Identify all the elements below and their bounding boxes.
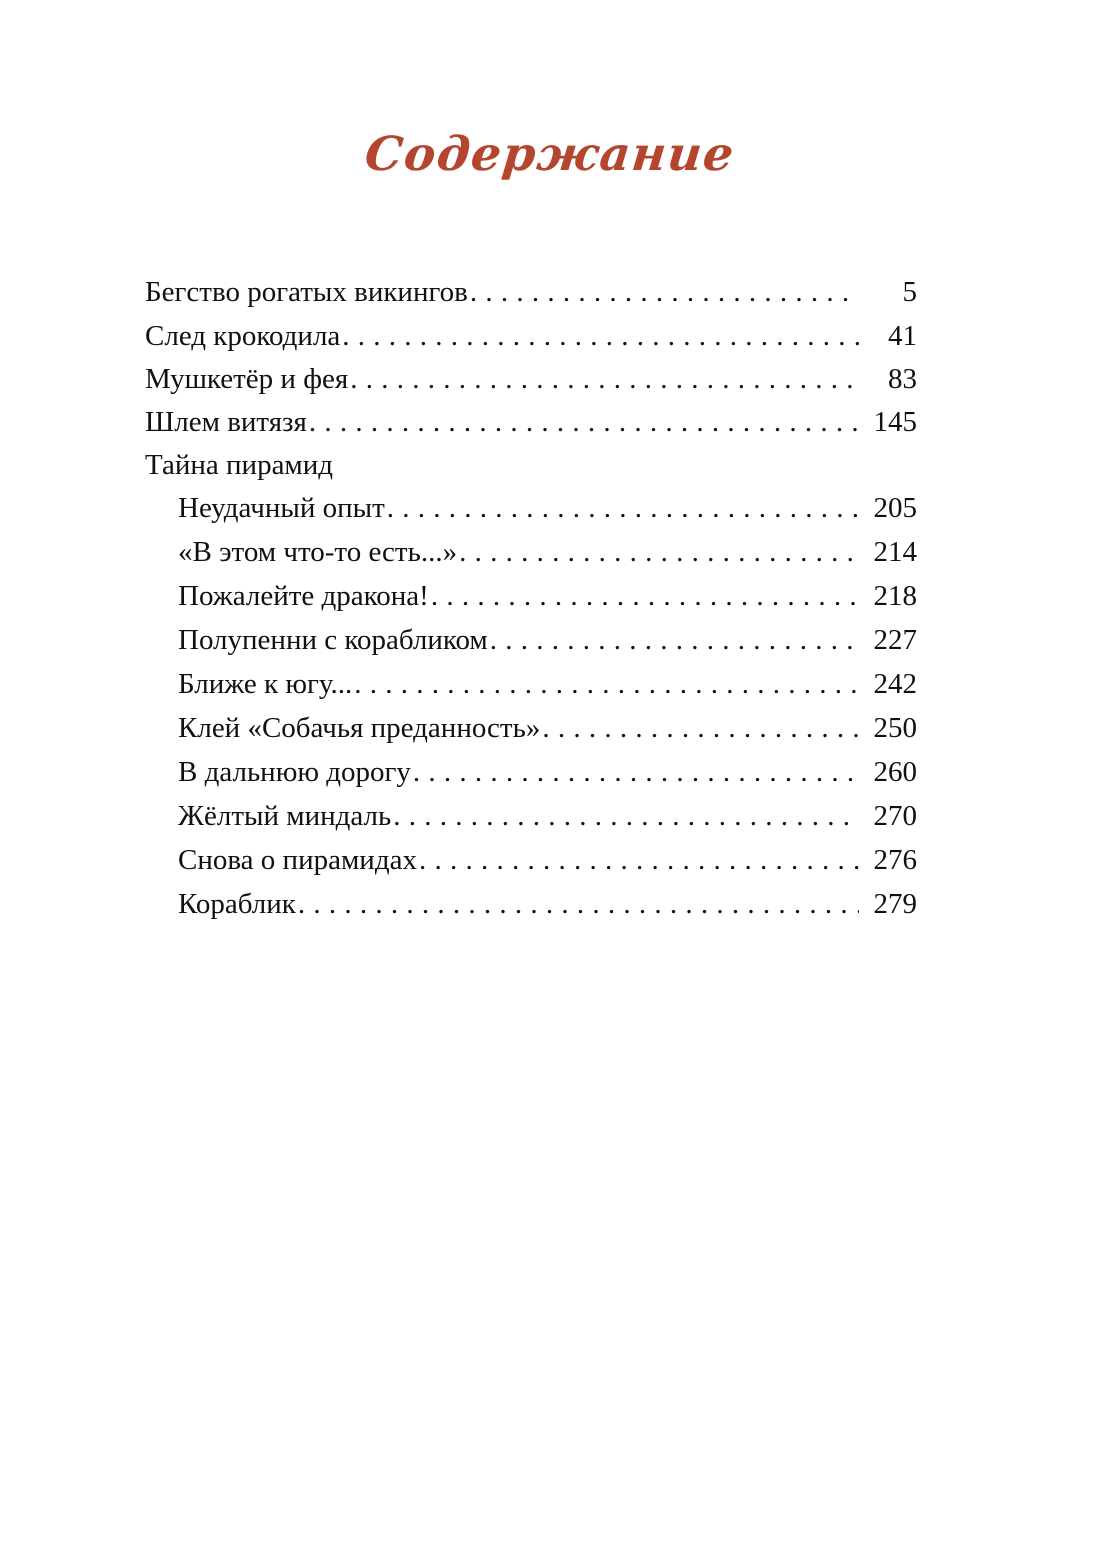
toc-entry-label: В дальнюю дорогу xyxy=(178,756,411,788)
toc-leader-dots xyxy=(490,626,859,655)
toc-entry-page-number: 218 xyxy=(873,580,917,612)
toc-entry[interactable] xyxy=(145,582,917,626)
toc-entry-page-number: 276 xyxy=(873,844,917,876)
toc-entry-label: Снова о пирамидах xyxy=(178,844,417,876)
toc-entry-page-number: 83 xyxy=(888,363,917,395)
toc-entry[interactable] xyxy=(145,451,917,494)
toc-entry-label: Клей «Собачья преданность» xyxy=(178,712,541,744)
toc-leader-dots xyxy=(298,890,859,919)
toc-entry-page-number: 250 xyxy=(873,712,917,744)
toc-entry-page-number: 145 xyxy=(873,406,917,438)
toc-entry-label: Пожалейте дракона! xyxy=(178,580,429,612)
toc-leader-dots xyxy=(354,670,859,699)
toc-entry[interactable] xyxy=(145,408,917,451)
toc-leader-dots xyxy=(309,408,859,437)
toc-entry[interactable] xyxy=(145,802,917,846)
toc-entry-page-number: 5 xyxy=(902,276,917,308)
toc-entry[interactable] xyxy=(145,758,917,802)
toc-leader-dots xyxy=(387,494,859,523)
toc-leader-dots xyxy=(470,278,859,307)
toc-entry-label: Неудачный опыт xyxy=(178,492,385,524)
toc-entry-page-number: 270 xyxy=(873,800,917,832)
toc-entry[interactable] xyxy=(145,714,917,758)
toc-entry[interactable] xyxy=(145,626,917,670)
toc-entry-page-number: 242 xyxy=(873,668,917,700)
toc-entry[interactable] xyxy=(145,494,917,538)
toc-entry-page-number: 227 xyxy=(873,624,917,656)
toc-entry[interactable] xyxy=(145,890,917,934)
toc-entry[interactable] xyxy=(145,670,917,714)
toc-entry-page-number: 214 xyxy=(873,536,917,568)
toc-entry[interactable] xyxy=(145,365,917,408)
toc-entry-label: «В этом что-то есть...» xyxy=(178,536,458,568)
toc-entry-label: Тайна пирамид xyxy=(145,449,334,481)
toc-entry-page-number: 260 xyxy=(873,756,917,788)
toc-entry[interactable] xyxy=(145,538,917,582)
toc-entry-page-number: 41 xyxy=(888,320,917,352)
table-of-contents-list xyxy=(145,278,917,934)
toc-leader-dots xyxy=(542,714,859,743)
toc-entry-page-number: 205 xyxy=(873,492,917,524)
toc-entry-label: Полупенни с корабликом xyxy=(178,624,488,656)
toc-entry-label: Шлем витязя xyxy=(145,406,307,438)
toc-entry-page-number: 279 xyxy=(873,888,917,920)
toc-leader-dots xyxy=(393,802,859,831)
toc-leader-dots xyxy=(431,582,859,611)
toc-leader-dots xyxy=(342,322,859,351)
toc-leader-dots xyxy=(419,846,859,875)
page-title: Содержание xyxy=(362,127,738,182)
toc-entry[interactable] xyxy=(145,322,917,365)
toc-entry-label: Мушкетёр и фея xyxy=(145,363,349,395)
toc-entry-label: Ближе к югу... xyxy=(178,668,353,700)
toc-entry[interactable] xyxy=(145,278,917,322)
toc-entry-label: Бегство рогатых викингов xyxy=(145,276,468,308)
toc-entry-label: След крокодила xyxy=(145,320,341,352)
toc-entry-label: Кораблик xyxy=(178,888,296,920)
toc-leader-dots xyxy=(459,538,859,567)
toc-entry[interactable] xyxy=(145,846,917,890)
toc-entry-label: Жёлтый миндаль xyxy=(178,800,392,832)
toc-leader-dots xyxy=(350,365,859,394)
toc-leader-dots xyxy=(413,758,859,787)
